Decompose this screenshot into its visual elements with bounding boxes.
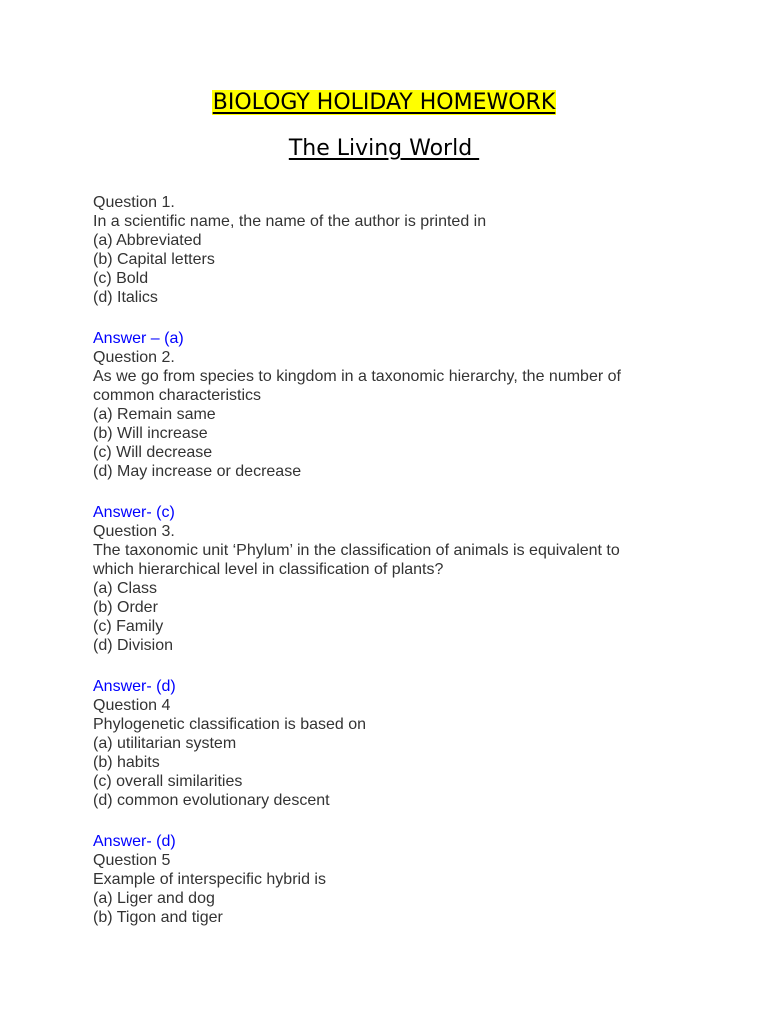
answer-text: Answer – (a) [93,330,184,347]
question-block [93,193,683,307]
document-title-container [0,88,768,118]
option-c: (c) overall similarities [93,773,243,790]
option-d: (d) Division [93,637,174,654]
question-text: In a scientific name, the name of the author is printed in [93,213,487,230]
document-title: BIOLOGY HOLIDAY HOMEWORK [212,90,556,115]
question-heading: Question 5 [93,852,171,869]
option-c: (c) Will decrease [93,444,213,461]
option-a: (a) Abbreviated [93,232,202,249]
option-a: (a) Class [93,580,158,597]
question-text: Example of interspecific hybrid is [93,871,326,888]
option-a: (a) utilitarian system [93,735,237,752]
question-heading: Question 3. [93,523,175,540]
option-d: (d) common evolutionary descent [93,792,330,809]
question-text: common characteristics [93,387,262,404]
question-text: The taxonomic unit ‘Phylum’ in the classification of animals is equivalent to [93,542,620,559]
paragraph-gap [93,655,683,677]
option-a: (a) Liger and dog [93,890,215,907]
option-b: (b) Capital letters [93,251,215,268]
option-b: (b) habits [93,754,160,771]
option-d: (d) Italics [93,289,158,306]
answer-text: Answer- (d) [93,833,176,850]
paragraph-gap [93,810,683,832]
question-heading: Question 1. [93,194,175,211]
document-subtitle-container [0,134,768,164]
option-b: (b) Tigon and tiger [93,909,223,926]
option-c: (c) Family [93,618,164,635]
answer-text: Answer- (c) [93,504,175,521]
paragraph-gap [93,481,683,503]
question-block [93,522,683,655]
option-d: (d) May increase or decrease [93,463,302,480]
answer-text: Answer- (d) [93,678,176,695]
paragraph-gap [93,307,683,329]
question-heading: Question 2. [93,349,175,366]
question-text: Phylogenetic classification is based on [93,716,367,733]
option-c: (c) Bold [93,270,149,287]
question-text: As we go from species to kingdom in a taxonomic hierarchy, the number of [93,368,621,385]
question-heading: Question 4 [93,697,171,714]
option-b: (b) Order [93,599,158,616]
question-text: which hierarchical level in classification of plants? [93,561,444,578]
question-list [93,193,683,927]
question-block [93,696,683,810]
question-block [93,851,683,927]
option-a: (a) Remain same [93,406,216,423]
question-block [93,348,683,481]
document-subtitle: The Living World [288,136,480,161]
option-b: (b) Will increase [93,425,208,442]
